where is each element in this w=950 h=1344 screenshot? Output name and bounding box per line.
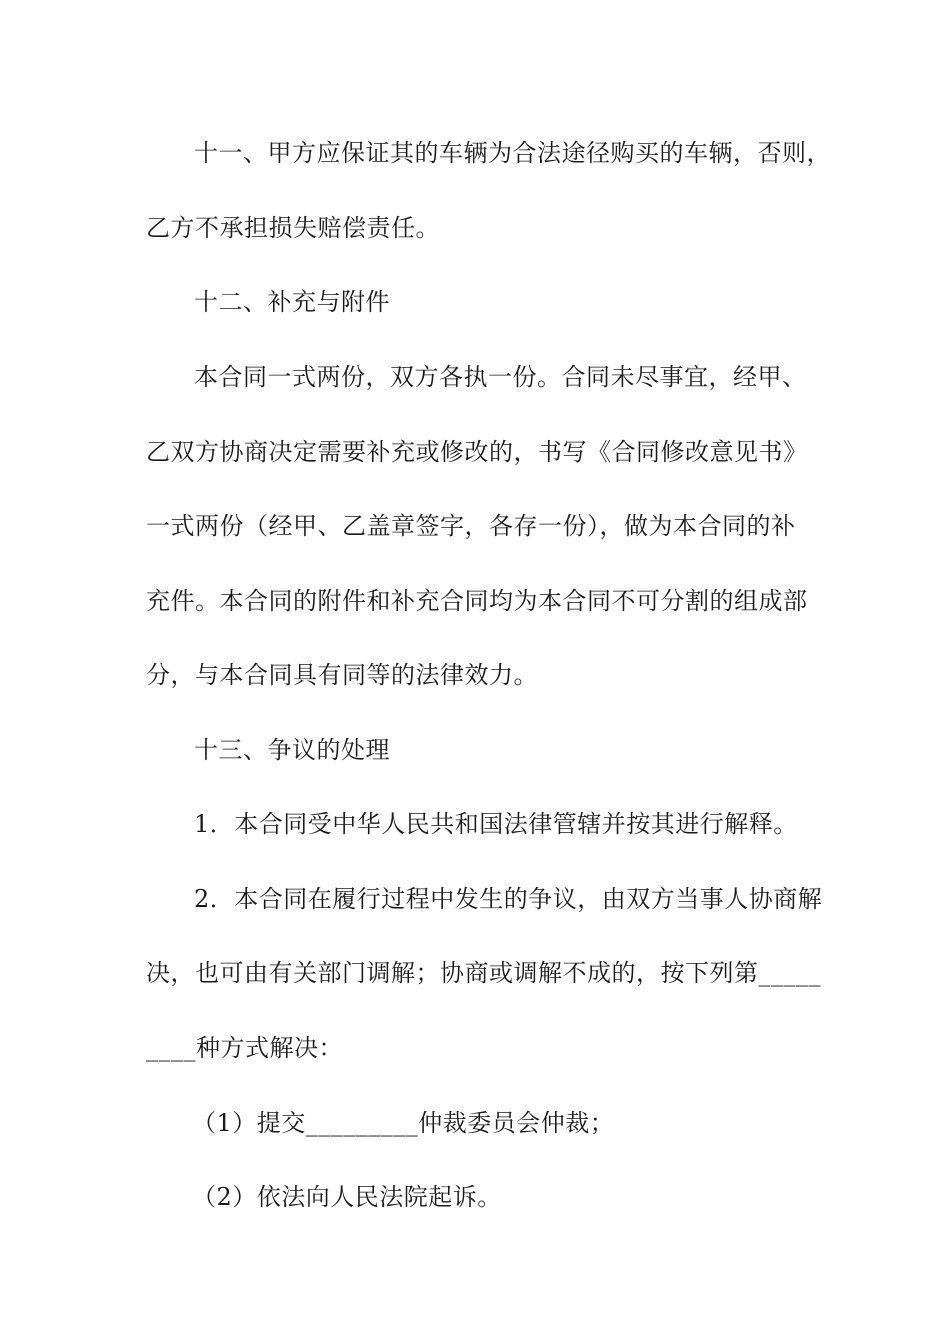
- clause-12-para-line-4: 充件。本合同的附件和补充合同均为本合同不可分割的组成部: [146, 587, 808, 615]
- clause-12-heading: 十二、补充与附件: [194, 288, 390, 316]
- option-2-court: （2）依法向人民法院起诉。: [192, 1183, 502, 1211]
- clause-13-item-2-line-3: ____种方式解决：: [146, 1034, 343, 1062]
- clause-13-item-2-line-2: 决，也可由有关部门调解；协商或调解不成的，按下列第_____: [146, 959, 821, 987]
- clause-11-line-2: 乙方不承担损失赔偿责任。: [146, 214, 440, 242]
- clause-12-para-line-5: 分，与本合同具有同等的法律效力。: [146, 661, 538, 689]
- clause-13-item-1: 1．本合同受中华人民共和国法律管辖并按其进行解释。: [194, 810, 798, 838]
- clause-12-para-line-2: 乙双方协商决定需要补充或修改的，书写《合同修改意见书》: [146, 438, 808, 466]
- clause-11-line-1: 十一、甲方应保证其的车辆为合法途径购买的车辆，否则，: [194, 139, 831, 167]
- clause-12-para-line-1: 本合同一式两份，双方各执一份。合同未尽事宜，经甲、: [194, 363, 807, 391]
- clause-13-item-2-line-1: 2．本合同在履行过程中发生的争议，由双方当事人协商解: [194, 885, 823, 913]
- clause-13-heading: 十三、争议的处理: [194, 736, 390, 764]
- clause-12-para-line-3: 一式两份（经甲、乙盖章签字，各存一份），做为本合同的补: [146, 512, 796, 540]
- option-1-arbitration: （1）提交_________仲裁委员会仲裁；: [192, 1109, 615, 1137]
